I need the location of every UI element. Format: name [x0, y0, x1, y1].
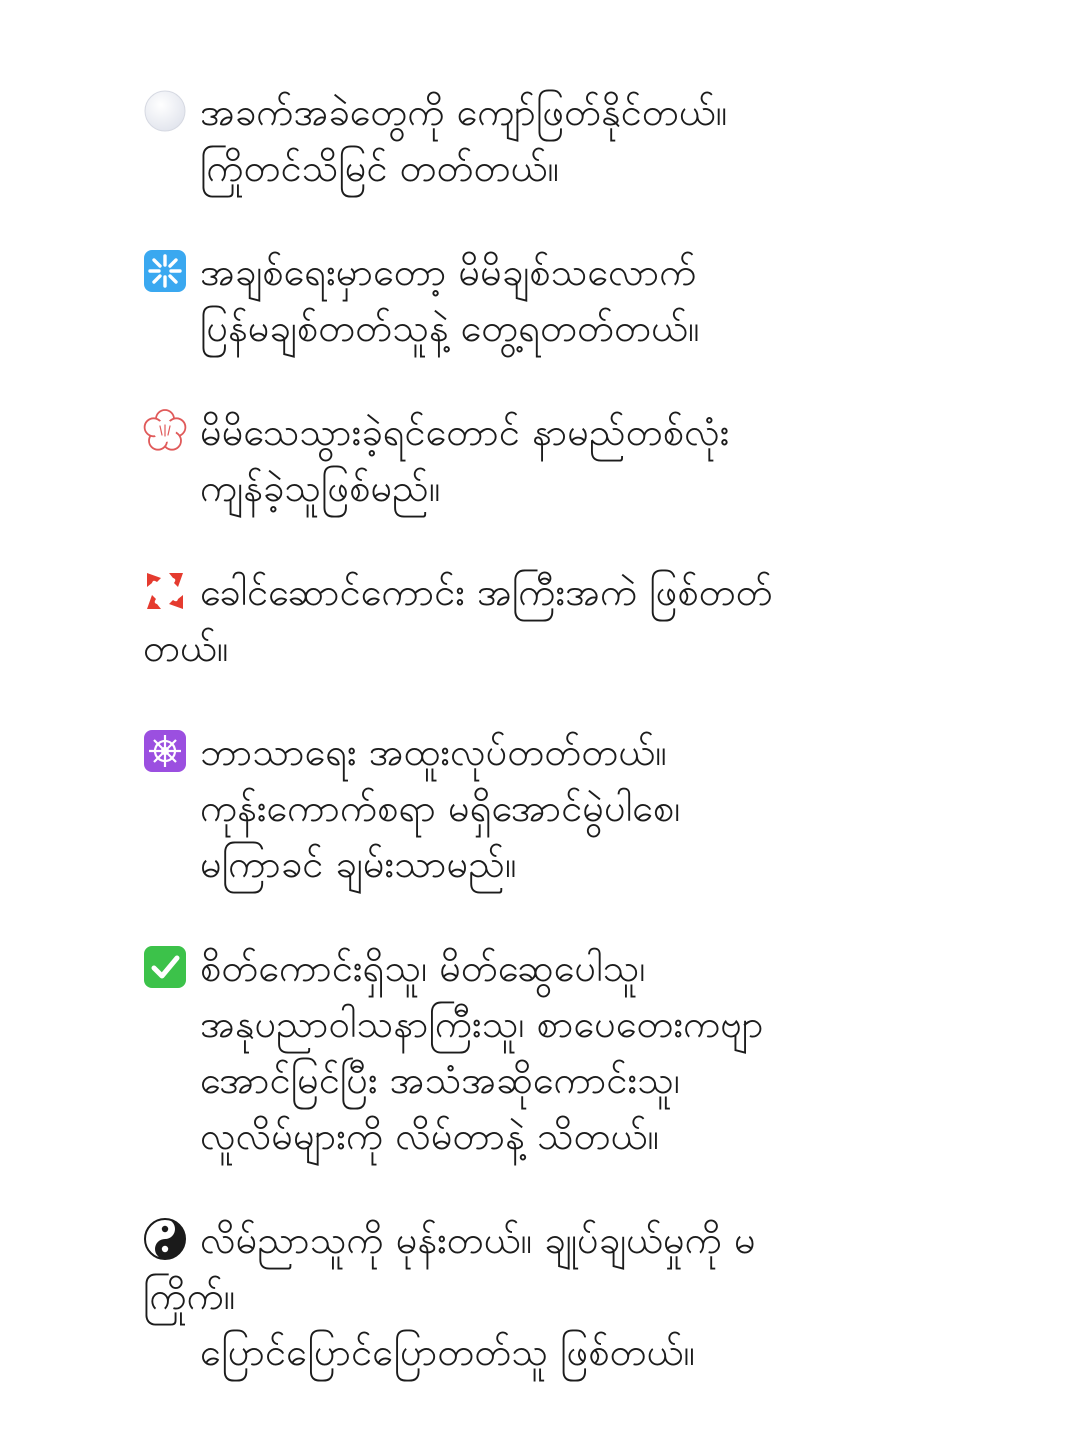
note-line: ပြောင်ပြောင်ပြောတတ်သူ ဖြစ်တယ်။: [200, 1330, 695, 1374]
note-entry-5: [143, 724, 903, 892]
note-entry-7: [143, 1212, 903, 1380]
white-circle-icon: [143, 89, 187, 133]
note-entry-3: [143, 404, 903, 516]
note-line: စိတ်ကောင်းရှိသူ၊ မိတ်ဆွေပေါသူ၊: [143, 940, 903, 996]
note-line: အချစ်ရေးမှာတော့ မိမိချစ်သလောက်: [143, 244, 903, 300]
note-line: ကြိုက်။: [143, 1274, 236, 1318]
white-flower-icon: [143, 409, 187, 453]
note-entry-6: [143, 940, 903, 1164]
note-line: ဘာသာရေး အထူးလုပ်တတ်တယ်။: [143, 724, 903, 780]
note-line: ကျန်ခဲ့သူဖြစ်မည်။: [200, 466, 441, 510]
sparkle-icon: [143, 249, 187, 293]
note-entry-4: [143, 564, 903, 676]
note-line: မိမိသေသွားခဲ့ရင်တောင် နာမည်တစ်လုံး: [143, 404, 903, 460]
note-line: ကုန်းကောက်စရာ မရှိအောင်မွဲပါစေ၊: [200, 786, 681, 830]
yin-yang-icon: [143, 1217, 187, 1261]
note-line: တယ်။: [143, 626, 229, 670]
note-line: ကြိုတင်သိမြင် တတ်တယ်။: [200, 146, 560, 190]
anger-symbol-icon: [143, 569, 187, 613]
note-line: အခက်အခဲတွေကို ကျော်ဖြတ်နိုင်တယ်။: [143, 84, 903, 140]
check-mark-icon: [143, 945, 187, 989]
note-line: လိမ်ညာသူကို မုန်းတယ်။ ချုပ်ချယ်မှုကို မ: [143, 1212, 903, 1268]
note-line: အောင်မြင်ပြီး အသံအဆိုကောင်းသူ၊: [200, 1058, 680, 1102]
note-line: ပြန်မချစ်တတ်သူနဲ့ တွေ့ရတတ်တယ်။: [200, 306, 700, 350]
note-line: အနုပညာဝါသနာကြီးသူ၊ စာပေတေးကဗျာ: [200, 1002, 764, 1046]
note-entry-2: [143, 244, 903, 356]
note-entry-1: [143, 84, 903, 196]
note-line: ခေါင်ဆောင်ကောင်း အကြီးအကဲ ဖြစ်တတ်: [143, 564, 903, 620]
dharma-wheel-icon: [143, 729, 187, 773]
note-line: မကြာခင် ချမ်းသာမည်။: [200, 842, 517, 886]
note-line: လူလိမ်များကို လိမ်တာနဲ့ သိတယ်။: [200, 1114, 660, 1158]
